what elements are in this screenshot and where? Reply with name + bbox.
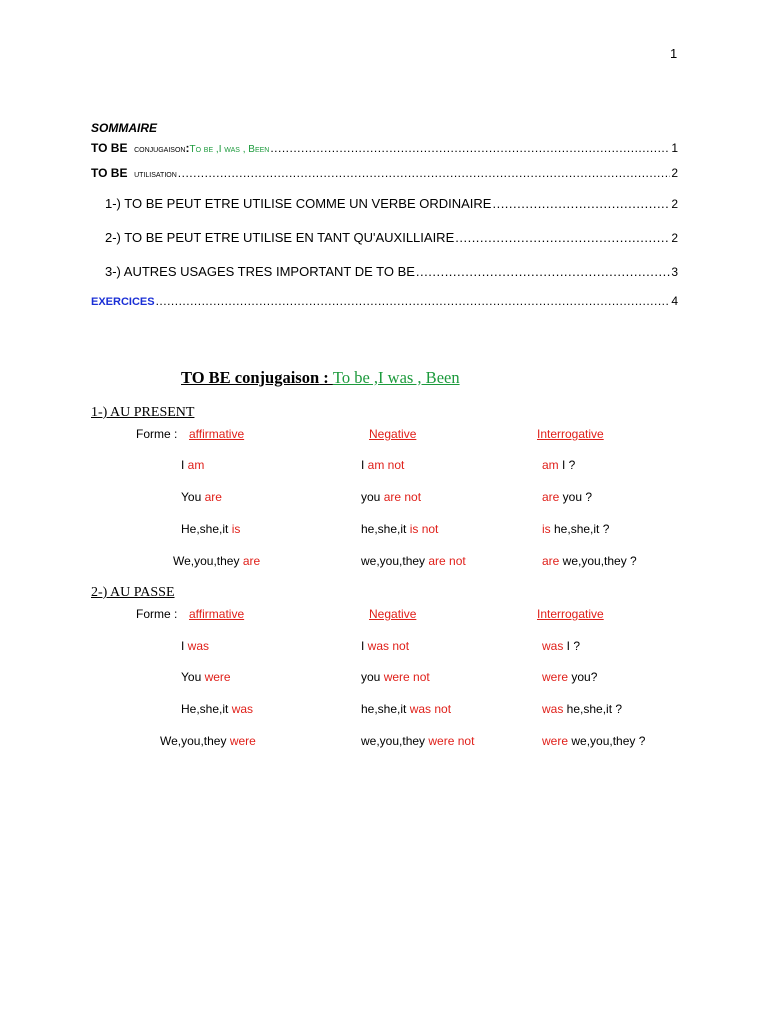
page-number: 1: [670, 46, 678, 61]
present-affirmative-cell: We,you,they are: [173, 554, 261, 568]
toc-entry-small: conjugaison: [134, 144, 186, 155]
past-header-interrogative: Interrogative: [537, 607, 604, 621]
past-interrogative-cell: was I ?: [542, 639, 581, 653]
toc-entry-page: 2: [671, 231, 678, 245]
toc-entry-text: 2-) TO BE PEUT ETRE UTILISE EN TANT QU'AUXILLIAIRE: [105, 230, 455, 245]
toc-entry-page: 2: [671, 197, 678, 211]
present-header-negative: Negative: [369, 427, 417, 441]
toc-dot-leader: [156, 294, 671, 308]
present-negative-cell: we,you,they are not: [361, 554, 466, 568]
present-affirmative-cell: I am: [181, 458, 205, 472]
present-negative-cell: he,she,it is not: [361, 522, 439, 536]
present-forme-label: Forme :: [136, 427, 178, 441]
toc-dot-leader: [178, 166, 671, 180]
past-negative-cell: you were not: [361, 670, 430, 684]
toc-dot-leader: [455, 230, 670, 245]
toc-entry-green: To be ,I was , Been: [189, 144, 270, 155]
toc-entry-small: utilisation: [134, 169, 177, 180]
past-affirmative-cell: He,she,it was: [181, 702, 254, 716]
section-title-green: To be ,I was , Been: [332, 368, 460, 387]
present-interrogative-cell: am I ?: [542, 458, 576, 472]
toc-entry-text: 1-) TO BE PEUT ETRE UTILISE COMME UN VERBE ORDINAIRE: [105, 196, 492, 211]
past-negative-cell: we,you,they were not: [361, 734, 475, 748]
past-header-affirmative: affirmative: [189, 607, 245, 621]
present-negative-cell: I am not: [361, 458, 405, 472]
past-heading: 2-) AU PASSE: [91, 585, 175, 600]
toc-entry-page: 3: [671, 265, 678, 279]
past-header-negative: Negative: [369, 607, 417, 621]
present-interrogative-cell: are you ?: [542, 490, 593, 504]
past-interrogative-cell: were we,you,they ?: [542, 734, 646, 748]
present-heading: 1-) AU PRESENT: [91, 405, 195, 420]
toc-dot-leader: [270, 141, 670, 155]
toc-entry-page: 4: [671, 294, 678, 308]
past-interrogative-cell: was he,she,it ?: [542, 702, 623, 716]
present-interrogative-cell: is he,she,it ?: [542, 522, 610, 536]
toc-entry-main: TO BE: [91, 166, 128, 180]
toc-dot-leader: [492, 196, 670, 211]
toc-entry-utilisation[interactable]: [91, 166, 678, 180]
toc-entry-main: TO BE: [91, 141, 128, 155]
toc-entry-text: 3-) AUTRES USAGES TRES IMPORTANT DE TO BE: [105, 264, 415, 279]
section-title-main: TO BE conjugaison: [181, 368, 320, 387]
present-affirmative-cell: You are: [181, 490, 222, 504]
past-negative-cell: he,she,it was not: [361, 702, 452, 716]
toc-entry-2[interactable]: [105, 230, 678, 245]
toc-entry-text: EXERCICES: [91, 296, 155, 308]
section-title-colon: :: [319, 368, 333, 387]
toc-entry-3[interactable]: [105, 264, 678, 279]
toc-entry-page: 1: [671, 141, 678, 155]
past-interrogative-cell: were you?: [542, 670, 598, 684]
toc-dot-leader: [416, 264, 670, 279]
past-affirmative-cell: We,you,they were: [160, 734, 256, 748]
past-affirmative-cell: You were: [181, 670, 231, 684]
toc-heading: SOMMAIRE: [91, 121, 157, 135]
section-title: [181, 368, 460, 388]
toc-entry-1[interactable]: [105, 196, 678, 211]
toc-entry-colon: :: [185, 141, 190, 155]
present-affirmative-cell: He,she,it is: [181, 522, 241, 536]
past-negative-cell: I was not: [361, 639, 410, 653]
toc-entry-page: 2: [671, 166, 678, 180]
present-header-affirmative: affirmative: [189, 427, 245, 441]
present-interrogative-cell: are we,you,they ?: [542, 554, 637, 568]
toc-entry-conjugaison[interactable]: [91, 141, 678, 155]
present-header-interrogative: Interrogative: [537, 427, 604, 441]
toc-entry-exercices[interactable]: [91, 294, 678, 308]
past-affirmative-cell: I was: [181, 639, 210, 653]
present-negative-cell: you are not: [361, 490, 422, 504]
past-forme-label: Forme :: [136, 607, 178, 621]
